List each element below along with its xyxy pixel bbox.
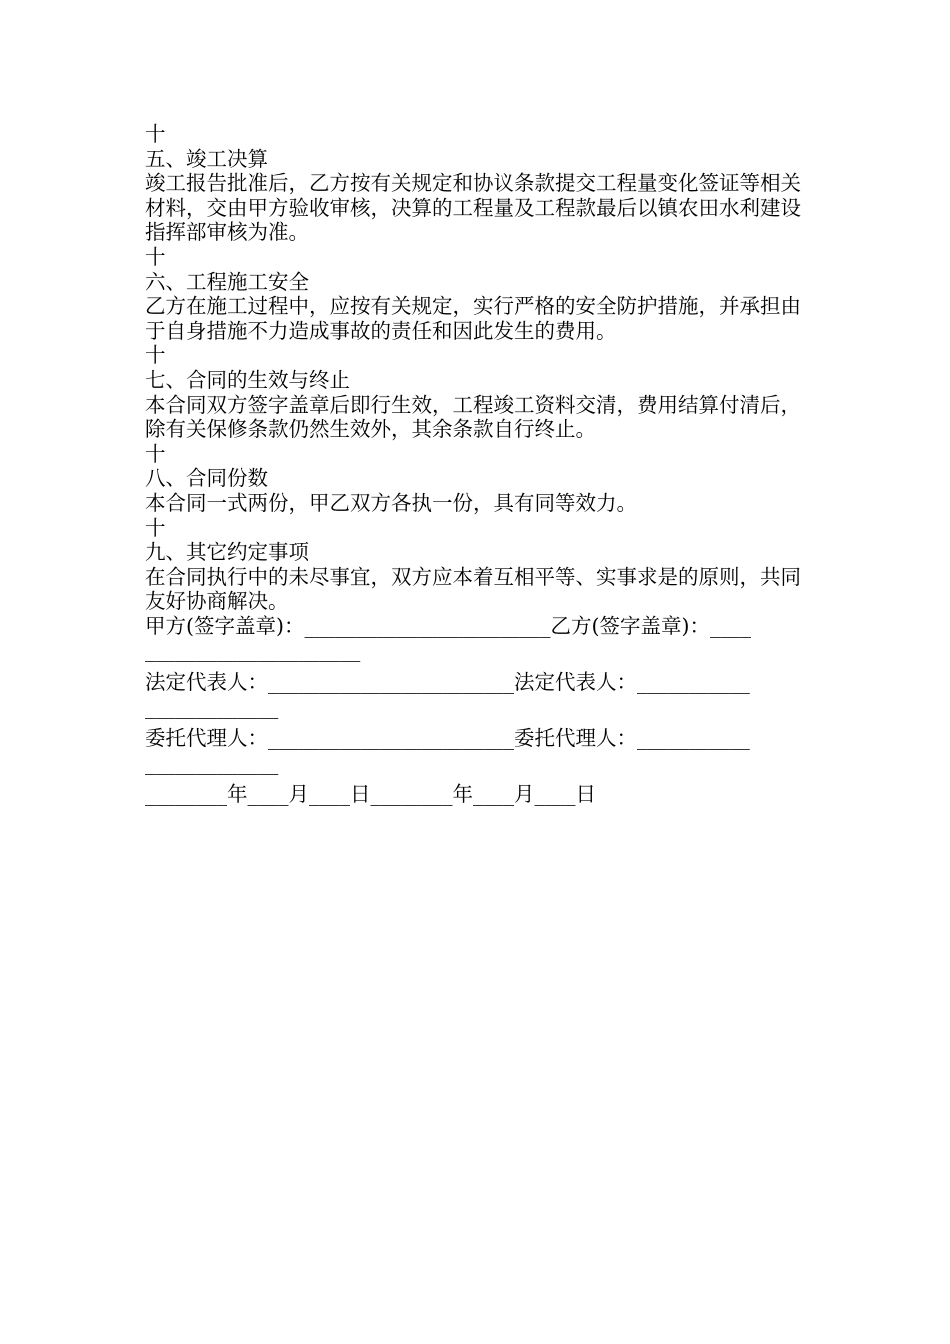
section-body: 乙方在施工过程中，应按有关规定，实行严格的安全防护措施，并承担由于自身措施不力造成事故的责任和因此发生的费用。	[145, 294, 801, 343]
section-body: 在合同执行中的未尽事宜，双方应本着互相平等、实事求是的原则，共同友好协商解决。	[145, 564, 801, 614]
spacer	[145, 775, 810, 782]
section-6	[145, 245, 810, 343]
party-signature-row: 甲方(签字盖章)：________________________乙方(签字盖章)：____	[145, 613, 751, 638]
section-heading: 五、竣工决算	[145, 146, 268, 171]
section-heading: 七、合同的生效与终止	[145, 367, 350, 392]
section-5	[145, 122, 810, 245]
legal-representative-row: 法定代表人：________________________法定代表人：___________	[145, 670, 750, 695]
spacer	[145, 719, 810, 726]
date-row: ________年____月____日________年____月____日	[145, 782, 596, 807]
section-body: 本合同一式两份，甲乙双方各执一份，具有同等效力。	[145, 490, 637, 515]
signature-block	[145, 614, 810, 807]
section-marker: 十	[145, 343, 166, 368]
section-heading: 六、工程施工安全	[145, 269, 309, 294]
section-8	[145, 442, 810, 516]
section-body: 本合同双方签字盖章后即行生效，工程竣工资料交清，费用结算付清后，除有关保修条款仍然生效外，其余条款自行终止。	[145, 392, 801, 442]
section-marker: 十	[145, 122, 166, 146]
section-marker: 十	[145, 441, 166, 466]
authorized-agent-row-continued: _____________	[145, 750, 279, 775]
section-heading: 八、合同份数	[145, 466, 268, 491]
authorized-agent-row: 委托代理人：________________________委托代理人：___________	[145, 726, 750, 751]
section-marker: 十	[145, 244, 166, 269]
party-signature-row-continued: _____________________	[145, 638, 361, 663]
contract-page	[145, 122, 810, 807]
section-marker: 十	[145, 515, 166, 540]
section-9	[145, 516, 810, 614]
legal-representative-row-continued: _____________	[145, 694, 279, 719]
section-body: 竣工报告批准后，乙方按有关规定和协议条款提交工程量变化签证等相关材料，交由甲方验收审核，决算的工程量及工程款最后以镇农田水利建设指挥部审核为准。	[145, 171, 801, 245]
section-heading: 九、其它约定事项	[145, 540, 309, 565]
spacer	[145, 663, 810, 670]
section-7	[145, 343, 810, 441]
